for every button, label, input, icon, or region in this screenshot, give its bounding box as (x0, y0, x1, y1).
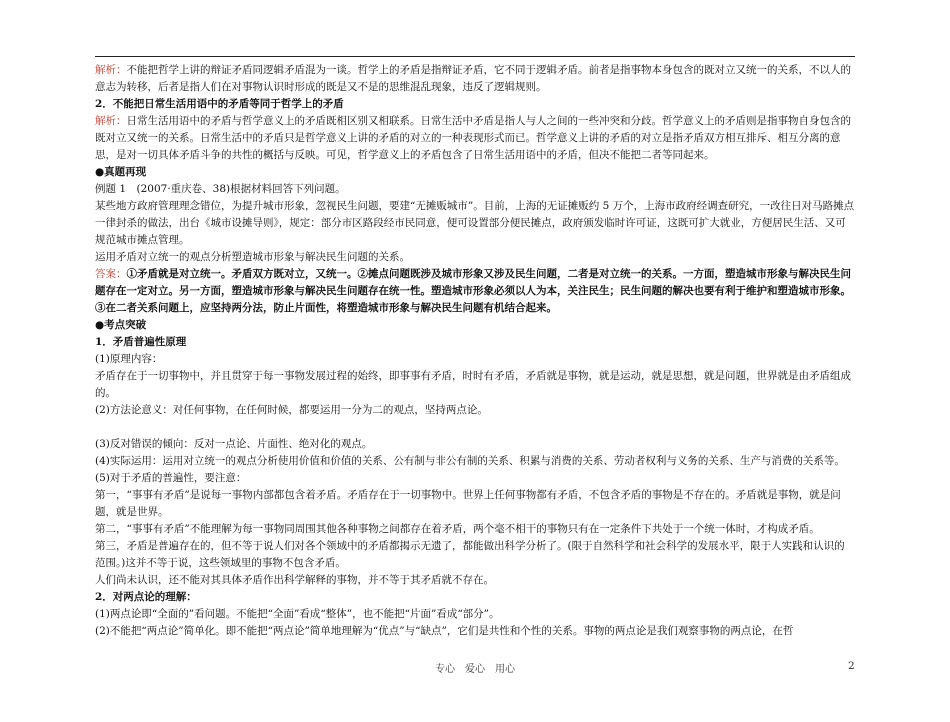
text-run: 人们尚未认识，还不能对其具体矛盾作出科学解释的事物，并不等于其矛盾就不存在。 (95, 574, 494, 586)
paragraph (95, 181, 855, 198)
text-run: ●真题再现 (95, 166, 147, 178)
text-run: 第二，“事事有矛盾”不能理解为每一事物同周围其他各种事物之间都存在着矛盾，两个毫不相干的事物只有在一定条件下共处于一个统一体时，才构成矛盾。 (95, 523, 820, 535)
answer-label: 解析： (95, 115, 127, 127)
text-run: (5)对于矛盾的普遍性，要注意： (95, 472, 247, 484)
paragraph (95, 436, 855, 453)
paragraph (95, 368, 855, 402)
page-footer: 专心 爱心 用心 (435, 664, 515, 675)
text-run: 不能把哲学上讲的辩证矛盾同逻辑矛盾混为一谈。哲学上的矛盾是指辩证矛盾，它不同于逻辑矛盾。前者是指事物本身包含的既对立又统一的关系，不以人的意志为转移，后者是指人们在对事物认识时形成的既是又不是的思维混乱现象，违反了逻辑规则。 (95, 64, 851, 93)
text-run: 1．矛盾普遍性原理 (95, 336, 187, 348)
paragraph (95, 317, 855, 334)
text-run: (1)原理内容： (95, 353, 163, 365)
paragraph (95, 589, 855, 606)
text-run: 第一，“事事有矛盾”是说每一事物内部都包含着矛盾。矛盾存在于一切事物中。世界上任何事物都有矛盾，不包含矛盾的事物是不存在的。矛盾就是事物，就是问题，就是世界。 (95, 489, 841, 518)
text-run: 2．对两点论的理解： (95, 591, 197, 603)
paragraph (95, 453, 855, 470)
answer-label: 解析： (95, 64, 127, 76)
text-run: (4)实际运用：运用对立统一的观点分析使用价值和价值的关系、公有制与非公有制的关系、积累与消费的关系、劳动者权利与义务的关系、生产与消费的关系等。 (95, 455, 845, 467)
text-run: 某些地方政府管理理念错位，为提升城市形象，忽视民生问题，要建“无摊贩城市”。目前，上海的无证摊贩约 5 万个，上海市政府经调查研究，一改往日对马路摊点一律封杀的做法，出台《城市设摊导则》，规定：部分市区路段经市民同意，便可设置部分便民摊点，政府颁发临时许可证，这既可扩大就业，方便居民生活、又可规范城市摊点管理。 (95, 200, 855, 246)
text-run: 矛盾存在于一切事物中，并且贯穿于每一事物发展过程的始终，即事事有矛盾，时时有矛盾，矛盾就是事物，就是运动，就是思想，就是问题，世界就是由矛盾组成的。 (95, 370, 851, 399)
paragraph (95, 266, 855, 317)
text-run: ●考点突破 (95, 319, 147, 331)
paragraph (95, 623, 855, 640)
paragraph (95, 538, 855, 572)
text-run: (2)不能把“两点论”简单化。即不能把“两点论”简单地理解为“优点”与“缺点”，它们是共性和个性的关系。事物的两点论是我们观察事物的两点论，在哲 (95, 625, 794, 637)
document-body (95, 62, 855, 640)
text-run: (2)方法论意义：对任何事物，在任何时候，都要运用一分为二的观点，坚持两点论。 (95, 404, 488, 416)
paragraph (95, 351, 855, 368)
text-run: (3)反对错误的倾向：反对一点论、片面性、绝对化的观点。 (95, 438, 373, 450)
paragraph (95, 113, 855, 164)
paragraph (95, 487, 855, 521)
paragraph (95, 249, 855, 266)
text-run: 运用矛盾对立统一的观点分析塑造城市形象与解决民生问题的关系。 (95, 251, 410, 263)
paragraph (95, 402, 855, 419)
header-rule (95, 56, 855, 57)
paragraph (95, 572, 855, 589)
paragraph (95, 164, 855, 181)
paragraph (95, 606, 855, 623)
answer-label: 答案： (95, 268, 127, 280)
paragraph (95, 521, 855, 538)
page-number: 2 (848, 660, 855, 672)
paragraph (95, 198, 855, 249)
text-run: 2．不能把日常生活用语中的矛盾等同于哲学上的矛盾 (95, 98, 344, 110)
paragraph (95, 470, 855, 487)
text-run: 例题 1 (2007·重庆卷、38)根据材料回答下列问题。 (95, 183, 346, 195)
text-run: ①矛盾就是对立统一。矛盾双方既对立，又统一。②摊点问题既涉及城市形象又涉及民生问题，二者是对立统一的关系。一方面，塑造城市形象与解决民生问题存在一定对立。另一方面，塑造城市形象与解决民生问题存在统一性。塑造城市形象必须以人为本，关注民生；民生问题的解决也要有利于维护和塑造城市形象。③在二者关系问题上，应坚持两分法，防止片面性，将塑造城市形象与解决民生问题有机结合起来。 (95, 268, 851, 314)
text-run: (1)两点论即“全面的”看问题。不能把“全面”看成“整体”，也不能把“片面”看成“部分”。 (95, 608, 500, 620)
blank-line (95, 419, 855, 436)
paragraph (95, 334, 855, 351)
text-run: 日常生活用语中的矛盾与哲学意义上的矛盾既相区别又相联系。日常生活中矛盾是指人与人之间的一些冲突和分歧。哲学意义上的矛盾则是指事物自身包含的既对立又统一的关系。日常生活中的矛盾只是哲学意义上讲的矛盾的对立的一种表现形式而已。哲学意义上讲的矛盾的对立是指矛盾双方相互排斥、相互分离的意思，是对一切具体矛盾斗争的共性的概括与反映。可见，哲学意义上的矛盾包含了日常生活用语中的矛盾，但决不能把二者等同起来。 (95, 115, 851, 161)
text-run: 第三，矛盾是普遍存在的，但不等于说人们对各个领域中的矛盾都揭示无遗了，都能做出科学分析了。(限于自然科学和社会科学的发展水平，限于人实践和认识的范围。)这并不等于说，这些领域里的事物不包含矛盾。 (95, 540, 845, 569)
paragraph (95, 62, 855, 96)
paragraph (95, 96, 855, 113)
